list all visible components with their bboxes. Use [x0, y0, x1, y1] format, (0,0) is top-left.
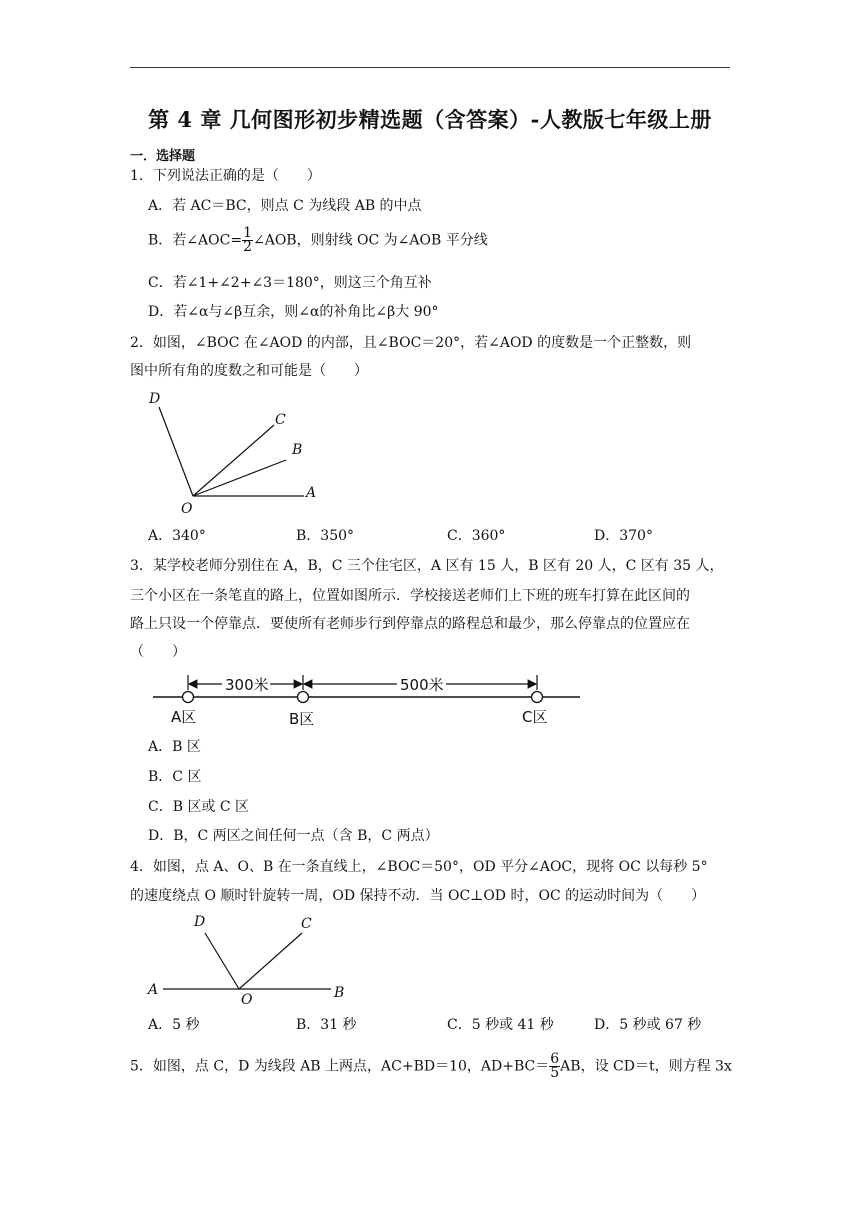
- q5-stem: [130, 1053, 732, 1080]
- q4-option-a: A．5 秒: [148, 1017, 200, 1033]
- q5-stem-prefix: 5．如图，点 C，D 为线段 AB 上两点，AC+BD＝10，AD+BC＝: [130, 1058, 550, 1075]
- q3-stem-line3: 路上只设一个停靠点．要使所有老师步行到停靠点的路程总和最少，那么停靠点的位置应在: [130, 616, 690, 632]
- q2-option-c: C．360°: [447, 528, 506, 544]
- ray-oc: [239, 933, 302, 989]
- point-label-b: B: [292, 442, 303, 458]
- q1-option-b-prefix: B．若∠AOC=: [148, 232, 243, 249]
- point-label-a: A: [306, 485, 317, 501]
- q4-stem-line2: 的速度绕点 O 顺时针旋转一周，OD 保持不动．当 OC⊥OD 时，OC 的运动时间为（ ）: [130, 888, 706, 904]
- point-label-c: C: [301, 916, 312, 932]
- q1-option-a: A．若 AC＝BC，则点 C 为线段 AB 的中点: [148, 198, 422, 214]
- q2-stem-line2: 图中所有角的度数之和可能是（ ）: [130, 363, 368, 379]
- point-label-b: B: [334, 985, 345, 1001]
- point-label-d: D: [194, 914, 206, 930]
- q5-stem-suffix: AB，设 CD＝t，则方程 3x: [560, 1058, 732, 1075]
- zone-label-b: B区: [289, 710, 315, 728]
- q3-stem-line2: 三个小区在一条笔直的路上，位置如图所示．学校接送老师们上下班的班车打算在此区间的: [130, 588, 690, 604]
- q2-option-d: D．370°: [594, 528, 653, 544]
- q5-fraction-numerator: 6: [550, 1051, 560, 1067]
- zone-label-a: A区: [171, 708, 197, 726]
- q3-option-c: C．B 区或 C 区: [148, 799, 250, 815]
- q1-option-c: C．若∠1+∠2+∠3＝180°，则这三个角互补: [148, 275, 432, 291]
- q4-option-c: C．5 秒或 41 秒: [447, 1017, 554, 1033]
- q5-fraction: [549, 1053, 560, 1080]
- q3-option-b: B．C 区: [148, 769, 202, 785]
- q4-option-b: B．31 秒: [296, 1017, 357, 1033]
- q4-stem-line1: 4．如图，点 A、O、B 在一条直线上，∠BOC＝50°，OD 平分∠AOC，现将 OC 以每秒 5°: [130, 859, 708, 875]
- point-label-o: O: [241, 992, 253, 1008]
- distance-ab: 300米: [225, 676, 269, 694]
- q3-option-a: A．B 区: [148, 739, 201, 755]
- document-title: 第 4 章 几何图形初步精选题（含答案）-人教版七年级上册: [148, 107, 712, 132]
- point-label-c: C: [275, 412, 286, 428]
- zone-label-c: C区: [522, 708, 548, 726]
- distance-bc: 500米: [400, 676, 444, 694]
- q4-option-d: D．5 秒或 67 秒: [594, 1017, 702, 1033]
- q1-fraction-denominator: 2: [243, 239, 252, 255]
- point-label-o: O: [181, 501, 193, 517]
- q1-option-d: D．若∠α与∠β互余，则∠α的补角比∠β大 90°: [148, 304, 439, 320]
- q1-stem: 1．下列说法正确的是（ ）: [130, 168, 321, 184]
- q5-fraction-denominator: 5: [550, 1065, 560, 1081]
- point-label-a: A: [148, 982, 159, 998]
- q3-stem-line1: 3．某学校老师分别住在 A，B，C 三个住宅区，A 区有 15 人，B 区有 20 人，C 区有 35 人，: [130, 558, 724, 574]
- q1-option-b-suffix: ∠AOB，则射线 OC 为∠AOB 平分线: [252, 232, 488, 249]
- ray-od: [205, 933, 239, 989]
- q2-option-a: A．340°: [148, 528, 206, 544]
- q3-option-d: D．B，C 两区之间任何一点（含 B，C 两点）: [148, 828, 439, 844]
- q1-fraction-numerator: 1: [243, 225, 252, 241]
- q2-stem-line1: 2．如图，∠BOC 在∠AOD 的内部，且∠BOC＝20°，若∠AOD 的度数是一个正整数，则: [130, 335, 692, 351]
- point-label-d: D: [149, 391, 161, 407]
- q2-option-b: B．350°: [296, 528, 355, 544]
- section-heading: 一．选择题: [130, 149, 196, 164]
- q3-stem-line4: （ ）: [130, 644, 186, 660]
